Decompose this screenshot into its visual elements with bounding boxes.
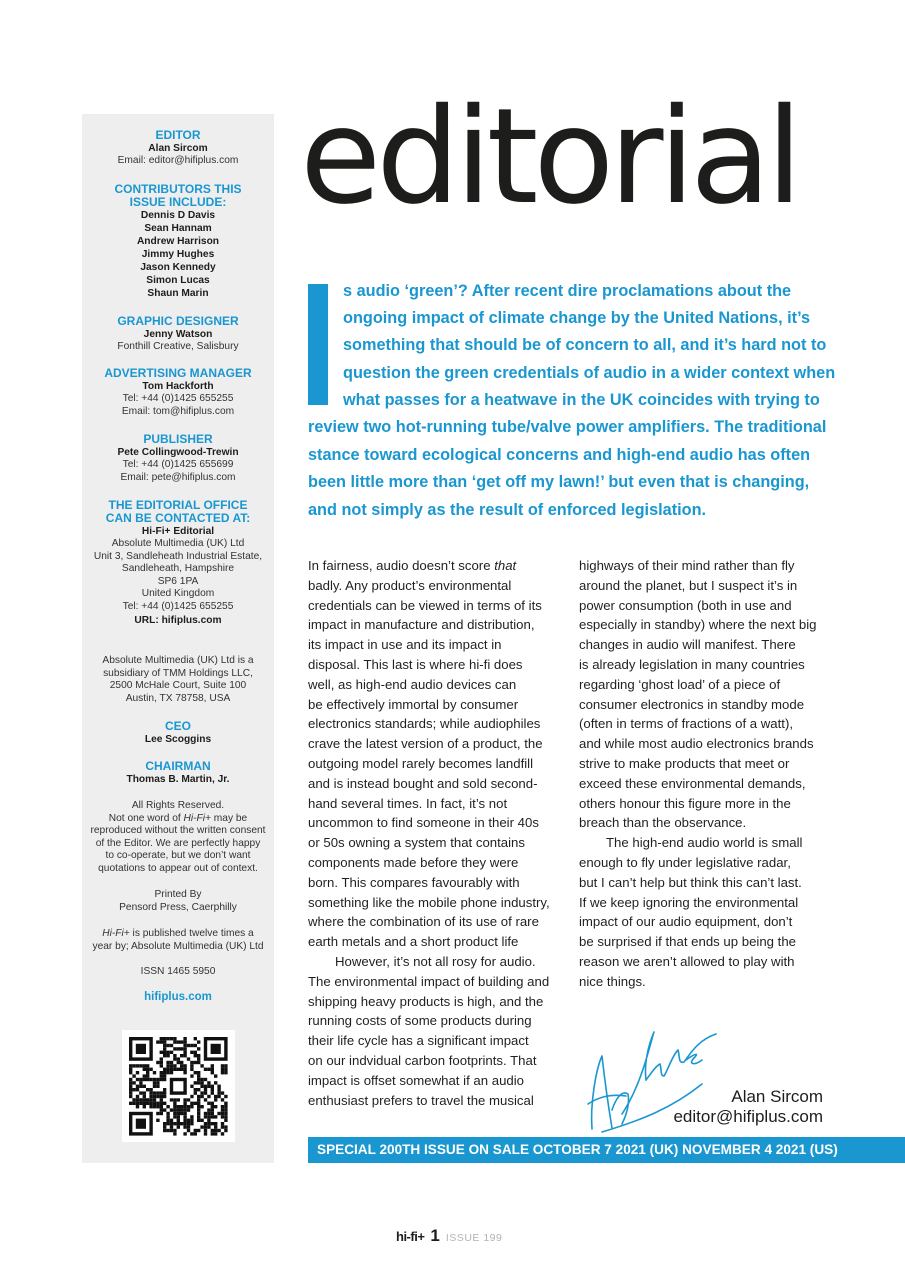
- contributor-name: Simon Lucas: [146, 275, 210, 286]
- issue-label: ISSUE 199: [445, 1232, 503, 1244]
- publisher-heading: PUBLISHER: [143, 432, 213, 446]
- body-line: disposal. This last is where hi-fi does: [308, 656, 523, 672]
- advertising-heading: ADVERTISING MANAGER: [104, 366, 252, 380]
- office-section: [82, 499, 274, 627]
- website-link[interactable]: hifiplus.com: [144, 991, 212, 1003]
- body-line: enthusiast prefers to travel the musical: [308, 1092, 534, 1108]
- masthead-sidebar: [82, 114, 274, 1163]
- ceo-section: [82, 720, 274, 746]
- chairman-name: Thomas B. Martin, Jr.: [126, 774, 230, 785]
- body-line: around the planet, but I suspect it’s in: [579, 577, 798, 593]
- editor-section: [82, 129, 274, 168]
- editor-heading: EDITOR: [155, 128, 201, 142]
- body-line: However, it’s not all rosy for audio.: [335, 953, 536, 969]
- body-line: changes in audio will manifest. There: [579, 637, 796, 653]
- standfirst-line: and not simply as the result of enforced legislation.: [308, 501, 707, 519]
- designer-company: Fonthill Creative, Salisbury: [117, 341, 239, 352]
- standfirst-line: review two hot-running tube/valve power amplifiers. The traditional: [308, 418, 827, 436]
- body-line: impact of our audio equipment, don’t: [579, 914, 793, 930]
- body-line: reason we aren’t allowed to play with: [579, 953, 795, 969]
- office-address-line: United Kingdom: [141, 588, 215, 600]
- body-line: (often in terms of fractions of a watt),: [579, 716, 794, 732]
- body-line: impact is offset somewhat if an audio: [308, 1072, 524, 1088]
- designer-heading: GRAPHIC DESIGNER: [117, 314, 239, 328]
- designer-name: Jenny Watson: [143, 329, 213, 340]
- office-name: Hi-Fi+ Editorial: [141, 526, 215, 537]
- body-line: components made before they were: [308, 854, 519, 870]
- standfirst-line: stance toward ecological concerns and high-end audio has often: [308, 446, 811, 464]
- published-info: Hi-Fi+ is published twelve times a year by; Absolute Multimedia (UK) Ltd: [92, 928, 264, 952]
- body-line: on our indvidual carbon footprints. That: [308, 1052, 537, 1068]
- rights-line: reproduced without the written consent: [90, 825, 266, 837]
- standfirst-line: been little more than ‘get off my lawn!’ but even that is changing,: [308, 473, 810, 491]
- body-line: electronics standards; while audiophiles: [308, 716, 541, 732]
- contributor-name: Dennis D Davis: [140, 210, 216, 221]
- body-column-1: [308, 556, 550, 1110]
- body-line: but I can’t help but think this can’t last.: [579, 874, 802, 890]
- office-heading-line2: CAN BE CONTACTED AT:: [105, 511, 251, 525]
- body-line: If we keep ignoring the environmental: [579, 894, 799, 910]
- hifiplus-logo: hi-fi+: [396, 1229, 425, 1244]
- editor-email: Email: editor@hifiplus.com: [117, 155, 239, 166]
- body-line: be effectively immortal by consumer: [308, 696, 519, 712]
- office-address-line: Sandleheath, Hampshire: [121, 563, 235, 575]
- body-line: crave the latest version of a product, the: [308, 736, 543, 752]
- body-line: impact in manufacture and distribution,: [308, 617, 535, 633]
- body-line: credentials can be viewed in terms of its: [308, 597, 542, 613]
- body-line: others honour this figure more in the: [579, 795, 791, 811]
- body-line: badly. Any product’s environmental: [308, 577, 512, 593]
- rights-line: quotations to appear out of context.: [98, 862, 258, 874]
- ceo-name: Lee Scoggins: [144, 734, 212, 745]
- printed-by: Printed By Pensord Press, Caerphilly: [119, 889, 237, 913]
- standfirst-line: what passes for a heatwave in the UK coincides with trying to: [343, 391, 820, 409]
- body-line: and while most audio electronics brands: [579, 736, 814, 752]
- rights-section: [82, 800, 274, 876]
- qr-code-icon: [122, 1030, 235, 1142]
- contributor-name: Jimmy Hughes: [141, 249, 215, 260]
- designer-section: [82, 315, 274, 354]
- advertising-tel: Tel: +44 (0)1425 655255: [122, 393, 234, 404]
- contributor-name: Andrew Harrison: [136, 236, 220, 247]
- rights-line: Not one word of Hi-Fi+ may be: [108, 812, 248, 824]
- body-line: uncommon to find someone in their 40s: [308, 815, 539, 831]
- publisher-tel: Tel: +44 (0)1425 655699: [122, 459, 234, 470]
- body-line: consumer electronics in standby mode: [579, 696, 805, 712]
- contributor-name: Shaun Marin: [147, 288, 209, 299]
- body-line: breach than the observance.: [579, 815, 747, 831]
- signature-email[interactable]: editor@hifiplus.com: [673, 1107, 823, 1126]
- ceo-heading: CEO: [164, 719, 191, 733]
- body-line: The high-end audio world is small: [606, 835, 803, 851]
- office-heading-line1: THE EDITORIAL OFFICE: [108, 498, 248, 512]
- contributors-section: [82, 183, 274, 300]
- body-line: is already legislation in many countries: [579, 656, 805, 672]
- body-line: In fairness, audio doesn’t score that: [308, 558, 517, 573]
- page-number: 1: [430, 1226, 440, 1245]
- body-column-2: [579, 556, 817, 992]
- advertising-section: [82, 367, 274, 418]
- body-line: outgoing model rarely becomes landfill: [308, 755, 534, 771]
- signature-name: Alan Sircom: [731, 1087, 823, 1106]
- company-info: [82, 655, 274, 705]
- contributor-name: Sean Hannam: [144, 223, 212, 234]
- chairman-heading: CHAIRMAN: [145, 759, 211, 773]
- body-line: running costs of some products during: [308, 1013, 532, 1029]
- office-tel: Tel: +44 (0)1425 655255: [122, 600, 234, 612]
- body-line: nice things.: [579, 973, 646, 989]
- contributor-name: Jason Kennedy: [140, 262, 216, 273]
- advertising-email: Email: tom@hifiplus.com: [121, 405, 235, 417]
- office-url: URL: hifiplus.com: [134, 614, 222, 626]
- body-line: especially in standby) where the next big: [579, 617, 817, 633]
- publisher-email: Email: pete@hifiplus.com: [120, 471, 236, 483]
- company-line: Austin, TX 78758, USA: [125, 692, 231, 704]
- standfirst-line: something that should be of concern to all, and it’s hard not to: [343, 336, 827, 354]
- rights-line: All Rights Reserved.: [131, 800, 225, 811]
- body-line: regarding ‘ghost load’ of a piece of: [579, 676, 781, 692]
- company-line: Absolute Multimedia (UK) Ltd is a: [102, 655, 254, 666]
- body-line: or 50s owning a system that contains: [308, 835, 525, 851]
- body-line: where the combination of its use of rare: [308, 914, 539, 930]
- company-line: subsidiary of TMM Holdings LLC,: [103, 667, 253, 679]
- advertising-name: Tom Hackforth: [142, 381, 214, 392]
- body-line: earth metals and a short product life: [308, 934, 519, 950]
- body-line: hand several times. In fact, it’s not: [308, 795, 508, 811]
- standfirst-line: s audio ‘green’? After recent dire proclamations about the: [343, 282, 792, 300]
- office-address-line: Unit 3, Sandleheath Industrial Estate,: [93, 550, 263, 562]
- body-line: exceed these environmental demands,: [579, 775, 806, 791]
- body-line: shipping heavy products is high, and the: [308, 993, 544, 1009]
- contributors-heading-line2: ISSUE INCLUDE:: [129, 195, 227, 209]
- chairman-section: [82, 760, 274, 786]
- company-line: 2500 McHale Court, Suite 100: [109, 680, 247, 692]
- qr-code-graphic: [122, 1030, 235, 1142]
- body-line: strive to make products that meet or: [579, 755, 790, 771]
- page-footer: [396, 1226, 502, 1246]
- body-line: born. This compares favourably with: [308, 874, 520, 890]
- standfirst-line: question the green credentials of audio in a wider context when: [343, 364, 836, 382]
- body-line: its impact in use and its impact in: [308, 637, 502, 653]
- publisher-section: [82, 433, 274, 484]
- body-line: be surprised if that ends up being the: [579, 934, 797, 950]
- body-line: and is instead bought and sold second-: [308, 775, 538, 791]
- body-line: their life cycle has a significant impact: [308, 1033, 529, 1049]
- contributors-heading-line1: CONTRIBUTORS THIS: [114, 182, 242, 196]
- body-line: The environmental impact of building and: [308, 973, 550, 989]
- office-address-line: SP6 1PA: [157, 575, 199, 587]
- drop-cap-bar: [308, 284, 328, 405]
- banner-text: SPECIAL 200TH ISSUE ON SALE OCTOBER 7 2021 (UK) NOVEMBER 4 2021 (US): [317, 1142, 838, 1157]
- editor-name: Alan Sircom: [148, 143, 208, 154]
- body-line: power consumption (both in use and: [579, 597, 792, 613]
- page-title: editorial: [300, 80, 798, 234]
- publisher-name: Pete Collingwood-Trewin: [117, 447, 239, 458]
- body-line: something like the mobile phone industry,: [308, 894, 550, 910]
- standfirst-line: ongoing impact of climate change by the United Nations, it’s: [343, 309, 811, 327]
- special-issue-banner: [308, 1137, 905, 1163]
- rights-line: of the Editor. We are perfectly happy: [95, 837, 261, 849]
- rights-line: to co-operate, but we don’t want: [105, 850, 251, 862]
- office-address-line: Absolute Multimedia (UK) Ltd: [111, 538, 245, 549]
- body-line: well, as high-end audio devices can: [308, 676, 517, 692]
- issn: ISSN 1465 5950: [140, 966, 216, 977]
- body-line: highways of their mind rather than fly: [579, 558, 795, 573]
- body-line: enough to fly under legislative radar,: [579, 854, 791, 870]
